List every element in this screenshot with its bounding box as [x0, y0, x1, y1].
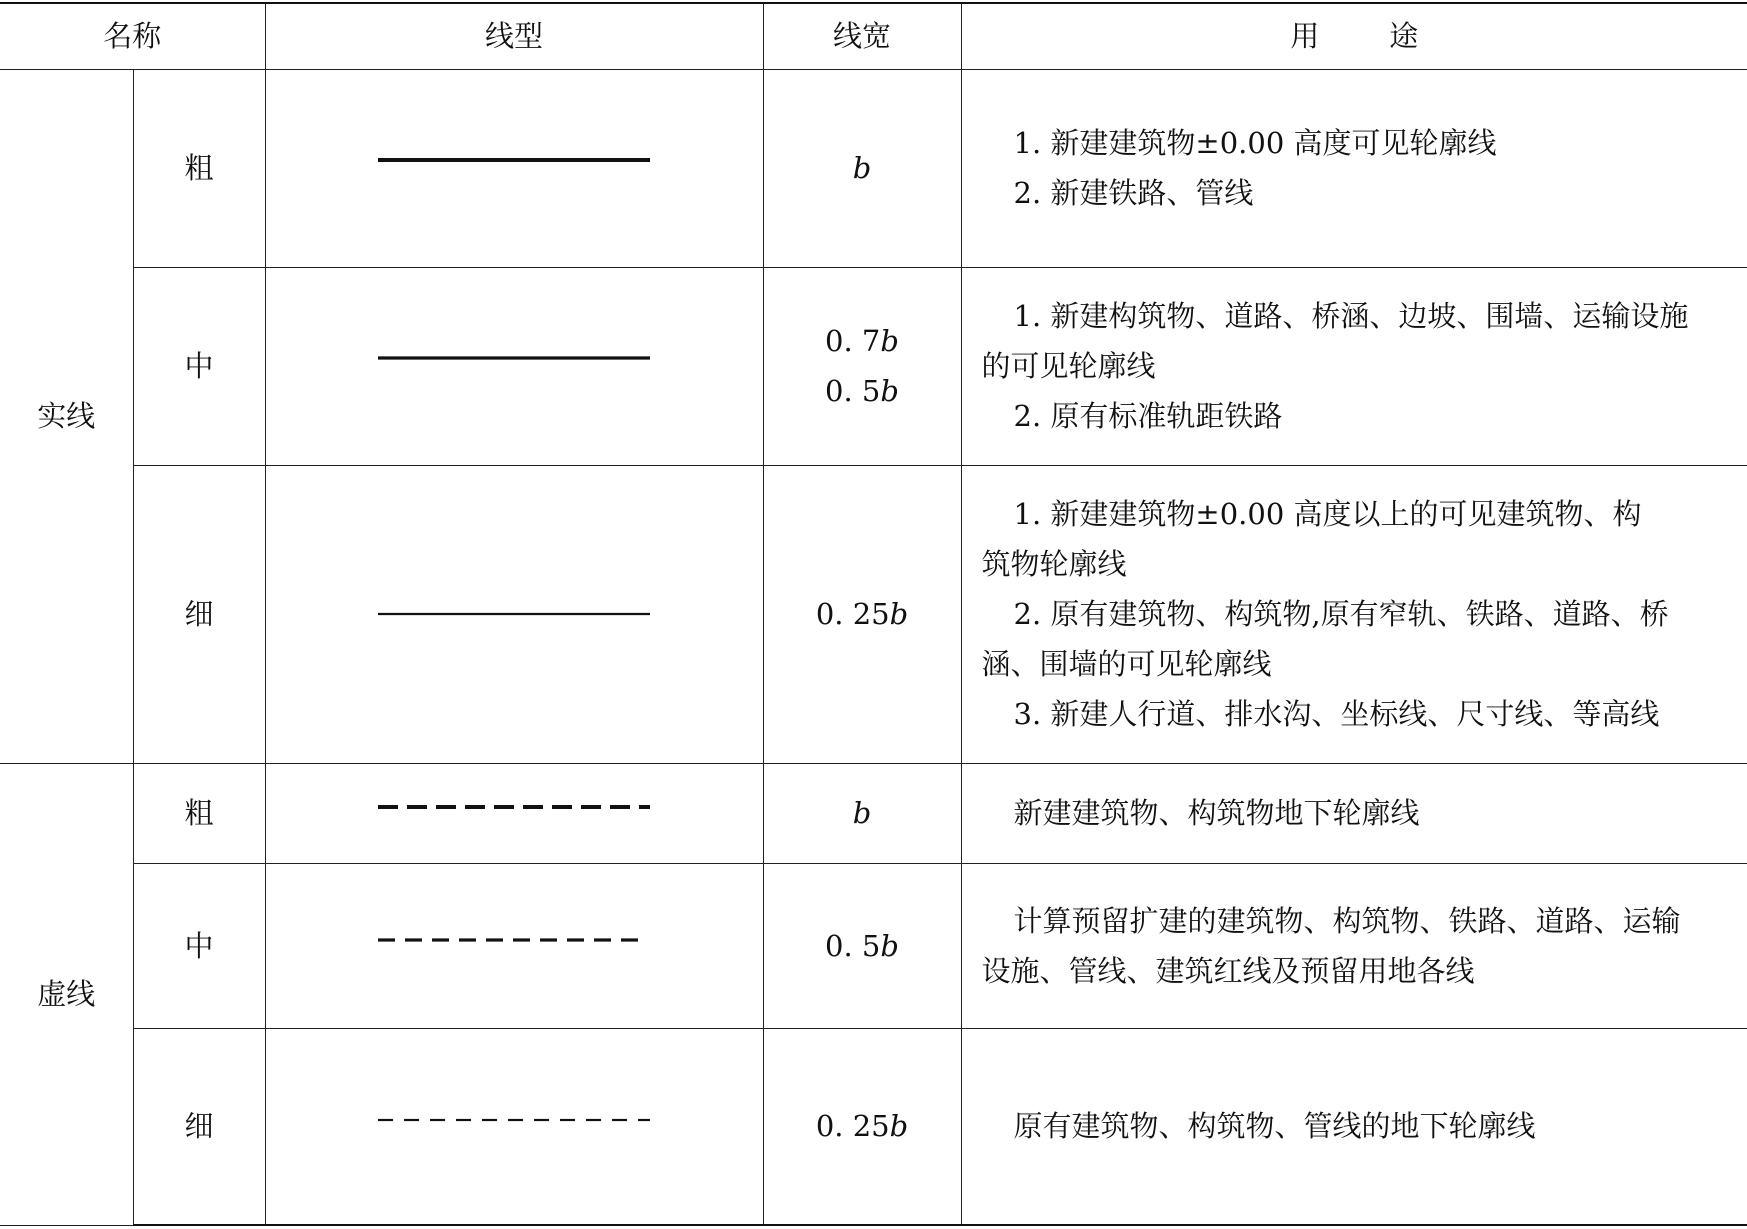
- dash-segment: [560, 1119, 575, 1121]
- weight-label-cell: 细: [133, 465, 265, 763]
- dash-segment: [432, 938, 449, 941]
- dash-segment: [378, 805, 398, 809]
- dash-segment: [405, 938, 422, 941]
- dash-segment: [456, 1119, 471, 1121]
- table-row: [0, 69, 1747, 267]
- header-usage: [961, 3, 1747, 69]
- weight-label-cell: 细: [133, 1028, 265, 1225]
- usage-line: 1. 新建建筑物±0.00 高度可见轮廓线: [1013, 126, 1497, 160]
- dash-segment: [378, 938, 395, 941]
- header-usage-part-2: 途: [1389, 19, 1419, 54]
- dash-segment: [612, 1119, 627, 1121]
- table-row: [0, 1028, 1747, 1225]
- header-usage-part-1: 用: [1290, 19, 1320, 54]
- line-type-cell: [265, 863, 763, 1028]
- usage-line: 涵、围墙的可见轮廓线: [981, 647, 1272, 681]
- line-width-variable: b: [889, 597, 909, 631]
- header-linewidth: 线宽: [763, 3, 961, 69]
- dash-segment: [465, 805, 485, 809]
- usage-line: 1. 新建建筑物±0.00 高度以上的可见建筑物、构: [1013, 497, 1642, 531]
- table-row: [0, 863, 1747, 1028]
- line-type-cell: [265, 763, 763, 863]
- dash-segment: [552, 805, 572, 809]
- line-width-value: [764, 1101, 961, 1151]
- line-width-variable: b: [880, 374, 899, 408]
- usage-line: 2. 原有建筑物、构筑物,原有窄轨、铁路、道路、桥: [1013, 597, 1669, 631]
- usage-line: 2. 新建铁路、管线: [1013, 176, 1254, 210]
- usage-line: 3. 新建人行道、排水沟、坐标线、尺寸线、等高线: [1013, 697, 1660, 731]
- line-type-cell: [265, 465, 763, 763]
- table-row: [0, 267, 1747, 465]
- weight-label-cell: 中: [133, 267, 265, 465]
- dash-segment: [638, 1119, 650, 1121]
- usage-line: 原有建筑物、构筑物、管线的地下轮廓线: [1013, 1109, 1536, 1144]
- dash-segment: [540, 938, 557, 941]
- group-name-cell: 实线: [0, 69, 133, 763]
- dash-segment: [534, 1119, 549, 1121]
- line-width-cell: [763, 465, 961, 763]
- table-row: [0, 465, 1747, 763]
- line-swatch-dashed-medium: [378, 933, 650, 947]
- dash-segment: [404, 1119, 419, 1121]
- dash-segment: [581, 805, 601, 809]
- line-swatch-solid-thin: [378, 607, 650, 621]
- table-row: [0, 763, 1747, 863]
- dash-segment: [523, 805, 543, 809]
- line-swatch-dashed-thick: [378, 800, 650, 814]
- usage-line: 筑物轮廓线: [981, 547, 1127, 581]
- line-width-cell: [763, 69, 961, 267]
- weight-label-cell: 中: [133, 863, 265, 1028]
- dash-segment: [482, 1119, 497, 1121]
- usage-cell: [961, 267, 1747, 465]
- dash-segment: [508, 1119, 523, 1121]
- line-type-table: [0, 2, 1747, 1226]
- dash-segment: [486, 938, 503, 941]
- dash-segment: [407, 805, 427, 809]
- line-type-cell: [265, 1028, 763, 1225]
- header-row: [0, 3, 1747, 69]
- dash-segment: [494, 805, 514, 809]
- dash-segment: [586, 1119, 601, 1121]
- line-width-cell: [763, 267, 961, 465]
- line-width-cell: [763, 763, 961, 863]
- usage-cell: [961, 763, 1747, 863]
- weight-label-cell: 粗: [133, 763, 265, 863]
- line-swatch-solid-thick: [378, 153, 650, 167]
- weight-label-cell: 粗: [133, 69, 265, 267]
- group-name-cell: 虚线: [0, 763, 133, 1225]
- dash-segment: [594, 938, 611, 941]
- line-swatch-dashed-thin: [378, 1113, 650, 1127]
- line-width-number: 0. 25: [815, 1109, 890, 1144]
- dash-segment: [430, 1119, 445, 1121]
- dash-segment: [610, 805, 630, 809]
- line-width-number: 0. 5: [825, 928, 881, 963]
- line-type-cell: [265, 267, 763, 465]
- dash-segment: [436, 805, 456, 809]
- line-width-value: [764, 589, 961, 639]
- line-width-number: 0. 7: [825, 324, 881, 358]
- line-width-variable: b: [880, 324, 899, 358]
- line-width-number: 0. 25: [815, 597, 890, 631]
- usage-line: 设施、管线、建筑红线及预留用地各线: [981, 953, 1475, 988]
- usage-line: 新建建筑物、构筑物地下轮廓线: [1013, 796, 1420, 830]
- line-width-variable: b: [852, 151, 872, 185]
- line-width-value: [764, 143, 961, 193]
- header-name: 名称: [0, 3, 265, 69]
- dash-segment: [639, 805, 650, 809]
- dash-segment: [621, 938, 638, 941]
- dash-segment: [378, 1119, 393, 1121]
- line-width-variable: b: [880, 928, 899, 963]
- usage-line: 2. 原有标准轨距铁路: [1013, 399, 1283, 433]
- header-linetype: 线型: [265, 3, 763, 69]
- line-width-value: [764, 921, 961, 971]
- line-width-value: [764, 788, 961, 838]
- line-width-cell: [763, 1028, 961, 1225]
- dash-segment: [513, 938, 530, 941]
- usage-line: 的可见轮廓线: [981, 349, 1156, 383]
- usage-line: 1. 新建构筑物、道路、桥涵、边坡、围墙、运输设施: [1013, 299, 1689, 333]
- line-swatch-solid-medium: [378, 351, 650, 365]
- usage-cell: [961, 863, 1747, 1028]
- dash-segment: [567, 938, 584, 941]
- line-width-cell: [763, 863, 961, 1028]
- usage-cell: [961, 465, 1747, 763]
- line-width-variable: b: [852, 796, 872, 830]
- line-width-variable: b: [889, 1109, 909, 1144]
- line-type-cell: [265, 69, 763, 267]
- line-width-number: 0. 5: [825, 374, 881, 408]
- usage-cell: [961, 1028, 1747, 1225]
- dash-segment: [459, 938, 476, 941]
- usage-line: 计算预留扩建的建筑物、构筑物、铁路、道路、运输: [1013, 903, 1681, 938]
- line-width-value: [764, 366, 961, 416]
- usage-cell: [961, 69, 1747, 267]
- line-width-value: [764, 316, 961, 366]
